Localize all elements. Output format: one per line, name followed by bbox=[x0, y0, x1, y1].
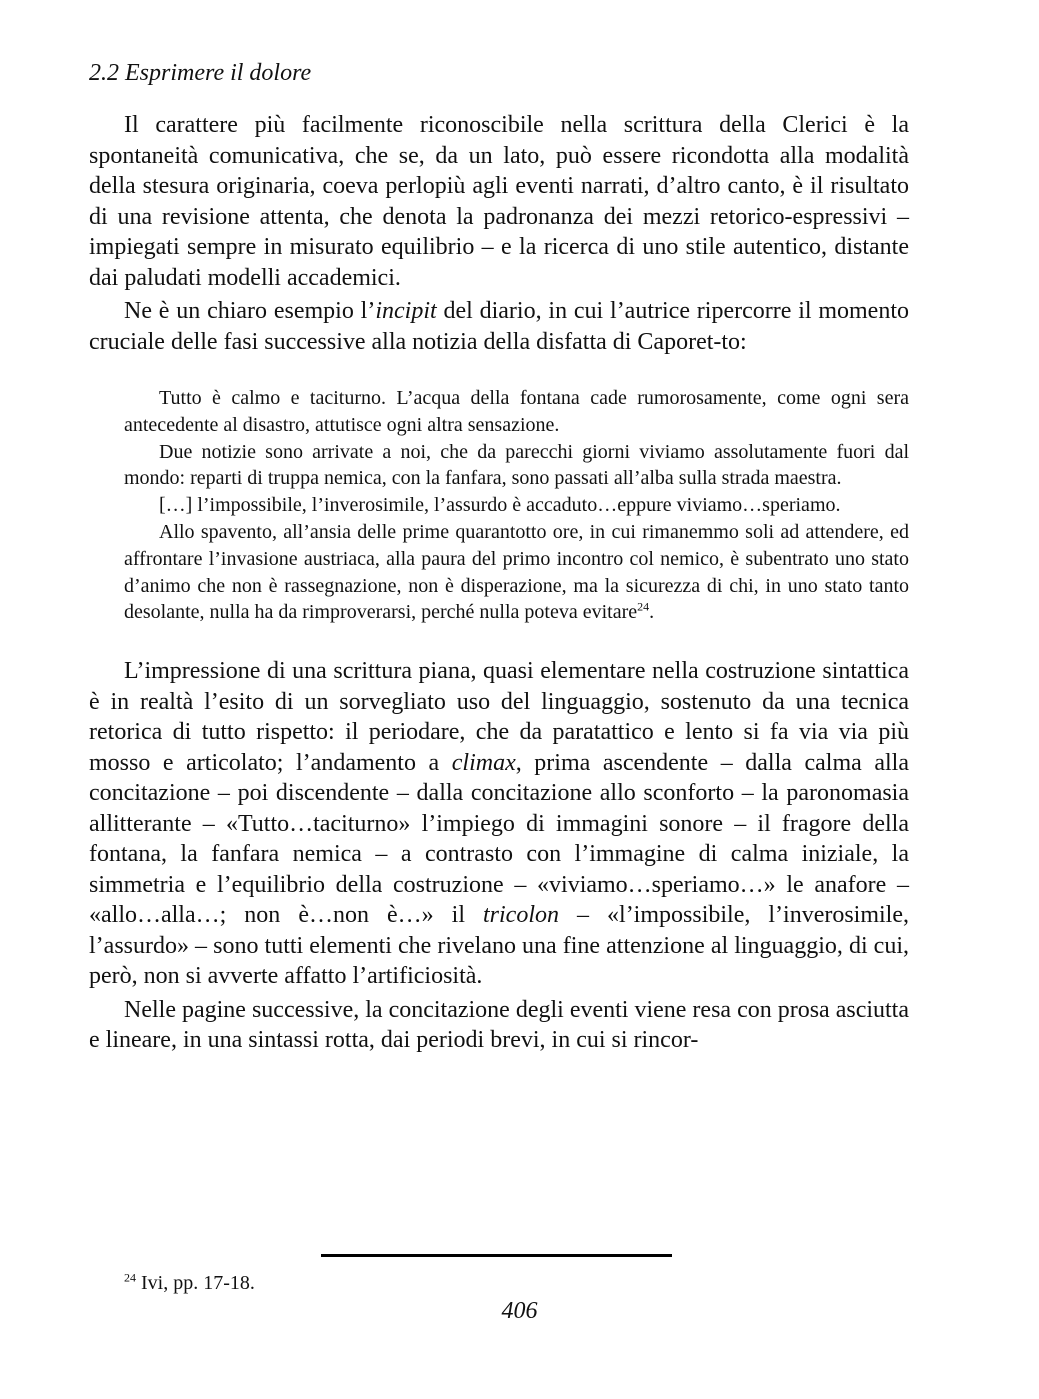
footnote-divider bbox=[321, 1254, 672, 1257]
paragraph-3-text-c: – «l’impossibile, l’inverosimile, l’assurdo» – sono tutti elementi che rivelano una fine attenzione al linguaggio, di cui, però, non si avverte affatto l’artificiosità. bbox=[89, 902, 910, 990]
quote-paragraph-3: […] l’impossibile, l’inverosimile, l’assurdo è accaduto…eppure viviamo…speriamo. bbox=[159, 494, 841, 517]
paragraph-2-text-b: del diario, in cui l’autrice ripercorre il momento cruciale delle fasi successive alla notizia della disfatta di Caporet-to: bbox=[89, 298, 909, 355]
page-content bbox=[89, 58, 909, 1059]
footnote-text: Ivi, pp. 17-18. bbox=[136, 1272, 255, 1294]
page-number: 406 bbox=[501, 1298, 538, 1324]
quote-paragraph-1: Tutto è calmo e taciturno. L’acqua della fontana cade rumorosamente, come ogni sera antecedente al disastro, attutisce ogni altra sensazione. bbox=[124, 387, 909, 436]
paragraph-2 bbox=[89, 296, 909, 357]
paragraph-3-text-a: L’impressione di una scrittura piana, quasi elementare nella costruzione sintattica è in realtà l’esito di un sorvegliato uso del linguaggio, sostenuto da una tecnica retorica di tutto rispetto: il periodare, che da paratattico e lento si fa via via più mosso e articolato; l’andamento a bbox=[89, 658, 909, 776]
footnote-reference: 24 bbox=[637, 599, 650, 614]
footnote-24 bbox=[124, 1270, 255, 1296]
quote-paragraph-4-end: . bbox=[649, 601, 655, 624]
climax-italic: climax bbox=[451, 749, 516, 776]
paragraph-3 bbox=[89, 656, 909, 992]
paragraph-4: Nelle pagine successive, la concitazione degli eventi viene resa con prosa asciutta e lineare, in una sintassi rotta, dai periodi brevi, in cui si rincor- bbox=[89, 996, 910, 1054]
section-title: 2.2 Esprimere il dolore bbox=[89, 60, 312, 86]
incipit-italic: incipit bbox=[375, 298, 437, 324]
paragraph-1: Il carattere più facilmente riconoscibile nella scrittura della Clerici è la spontaneità comunicativa, che se, da un lato, può essere ricondotta alla modalità della stesura originaria, coeva perlopiù agli eventi narrati, d’altro canto, è il risultato di una revisione attenta, che denota la padronanza dei mezzi retorico-espressivi – impiegati sempre in misurato equilibrio – e la ricerca di uno stile autentico, distante dai paludati modelli accademici. bbox=[89, 112, 909, 291]
quote-paragraph-4 bbox=[124, 519, 909, 626]
quote-paragraph-4-text: Allo spavento, all’ansia delle prime quarantotto ore, in cui rimanemmo soli ad attendere, ed affrontare l’invasione austriaca, alla paura del primo incontro col nemico, è subentrato uno stato d’animo che non è rassegnazione, non è disperazione, ma la sicurezza di chi, in uno stato tanto desolante, nulla ha da rimproverarsi, perché nulla poteva evitare bbox=[124, 520, 909, 624]
quote-paragraph-2: Due notizie sono arrivate a noi, che da parecchi giorni viviamo assolutamente fuori dal mondo: reparti di truppa nemica, con la fanfara, sono passati all’alba sulla strada maestra. bbox=[124, 440, 909, 490]
footnote-number: 24 bbox=[124, 1270, 136, 1285]
tricolon-italic: tricolon bbox=[483, 902, 559, 929]
paragraph-3-text-b: , prima ascendente – dalla calma alla concitazione – poi discendente – dalla concitazione allo sconforto – la paronomasia allitterante – «Tutto…taciturno» l’impiego di immagini sonore – il fragore della fontana, la fanfara nemica – a contrasto con l’immagine di calma iniziale, la simmetria e l’equilibrio della costruzione – «viviamo…speriamo…» le anafore – «allo…alla…; non è…non è…» il bbox=[89, 749, 909, 929]
block-quote bbox=[124, 385, 909, 626]
paragraph-2-text-a: Ne è un chiaro esempio l’ bbox=[124, 298, 376, 324]
